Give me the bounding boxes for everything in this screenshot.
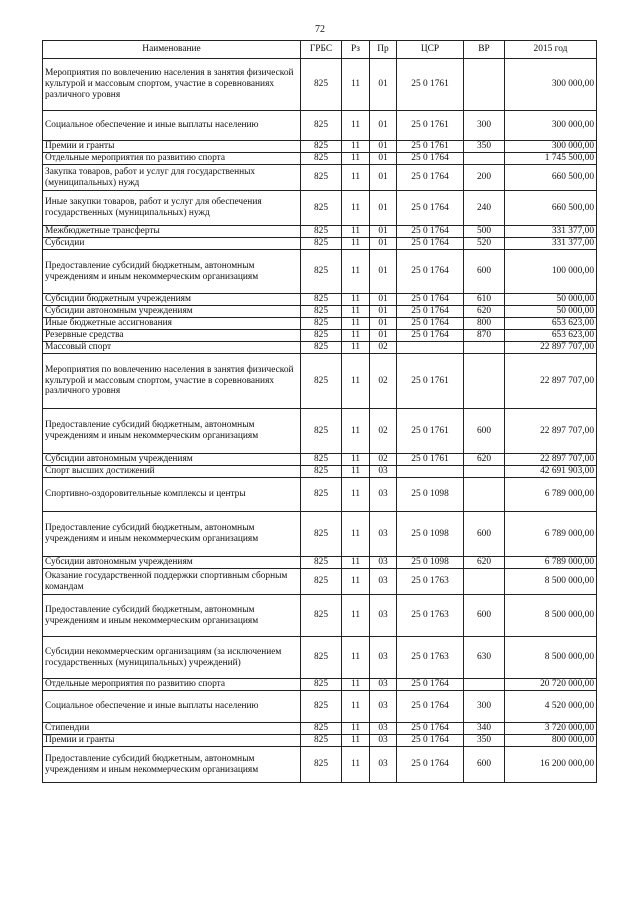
cell-pr: 03	[370, 595, 397, 637]
cell-grbs: 825	[301, 250, 342, 294]
cell-grbs: 825	[301, 569, 342, 595]
cell-rz: 11	[342, 454, 370, 466]
cell-pr: 01	[370, 226, 397, 238]
cell-name: Субсидии автономным учреждениям	[43, 454, 301, 466]
cell-name: Субсидии автономным учреждениям	[43, 557, 301, 569]
table-row	[43, 141, 597, 153]
cell-name: Социальное обеспечение и иные выплаты населению	[43, 111, 301, 141]
header-csr: ЦСР	[397, 41, 464, 59]
cell-pr: 03	[370, 637, 397, 679]
cell-grbs: 825	[301, 226, 342, 238]
cell-name: Субсидии	[43, 238, 301, 250]
cell-rz: 11	[342, 59, 370, 111]
cell-rz: 11	[342, 153, 370, 165]
cell-pr: 03	[370, 679, 397, 691]
cell-amount: 100 000,00	[505, 250, 597, 294]
cell-amount: 16 200 000,00	[505, 747, 597, 783]
cell-amount: 22 897 707,00	[505, 409, 597, 454]
cell-pr: 01	[370, 318, 397, 330]
cell-name: Субсидии автономным учреждениям	[43, 306, 301, 318]
cell-name: Иные закупки товаров, работ и услуг для обеспечения государственных (муниципальных) нужд	[43, 191, 301, 226]
cell-vr: 610	[464, 294, 505, 306]
cell-grbs: 825	[301, 595, 342, 637]
cell-grbs: 825	[301, 191, 342, 226]
cell-vr: 600	[464, 409, 505, 454]
table-row	[43, 238, 597, 250]
cell-grbs: 825	[301, 294, 342, 306]
cell-name: Предоставление субсидий бюджетным, автономным учреждениям и иным некоммерческим организациям	[43, 250, 301, 294]
cell-amount: 6 789 000,00	[505, 557, 597, 569]
table-body	[43, 59, 597, 783]
cell-vr: 350	[464, 735, 505, 747]
cell-vr: 340	[464, 723, 505, 735]
cell-name: Субсидии бюджетным учреждениям	[43, 294, 301, 306]
cell-rz: 11	[342, 409, 370, 454]
cell-rz: 11	[342, 165, 370, 191]
cell-rz: 11	[342, 111, 370, 141]
cell-vr: 870	[464, 330, 505, 342]
cell-grbs: 825	[301, 679, 342, 691]
cell-amount: 800 000,00	[505, 735, 597, 747]
cell-vr	[464, 679, 505, 691]
cell-grbs: 825	[301, 165, 342, 191]
cell-csr: 25 0 1764	[397, 691, 464, 723]
cell-amount: 653 623,00	[505, 318, 597, 330]
cell-csr: 25 0 1764	[397, 318, 464, 330]
cell-name: Межбюджетные трансферты	[43, 226, 301, 238]
cell-rz: 11	[342, 330, 370, 342]
table-row	[43, 569, 597, 595]
cell-csr: 25 0 1761	[397, 59, 464, 111]
cell-amount: 1 745 500,00	[505, 153, 597, 165]
cell-pr: 01	[370, 250, 397, 294]
cell-amount: 660 500,00	[505, 165, 597, 191]
cell-pr: 03	[370, 691, 397, 723]
cell-csr: 25 0 1764	[397, 679, 464, 691]
cell-vr	[464, 478, 505, 512]
cell-vr: 520	[464, 238, 505, 250]
cell-rz: 11	[342, 191, 370, 226]
cell-grbs: 825	[301, 238, 342, 250]
table-row	[43, 306, 597, 318]
cell-csr: 25 0 1764	[397, 153, 464, 165]
cell-grbs: 825	[301, 723, 342, 735]
cell-pr: 03	[370, 512, 397, 557]
table-row	[43, 512, 597, 557]
table-row	[43, 454, 597, 466]
cell-name: Спорт высших достижений	[43, 466, 301, 478]
cell-name: Мероприятия по вовлечению населения в занятия физической культурой и массовым спортом, участие в соревнованиях различного уровня	[43, 59, 301, 111]
cell-vr	[464, 466, 505, 478]
cell-pr: 01	[370, 191, 397, 226]
cell-pr: 01	[370, 141, 397, 153]
cell-rz: 11	[342, 569, 370, 595]
cell-name: Премии и гранты	[43, 141, 301, 153]
cell-grbs: 825	[301, 409, 342, 454]
cell-pr: 02	[370, 342, 397, 354]
cell-grbs: 825	[301, 747, 342, 783]
cell-vr	[464, 59, 505, 111]
header-pr: Пр	[370, 41, 397, 59]
cell-name: Предоставление субсидий бюджетным, автономным учреждениям и иным некоммерческим организациям	[43, 409, 301, 454]
header-vr: ВР	[464, 41, 505, 59]
cell-pr: 02	[370, 454, 397, 466]
table-row	[43, 354, 597, 409]
cell-grbs: 825	[301, 454, 342, 466]
cell-amount: 6 789 000,00	[505, 478, 597, 512]
cell-pr: 01	[370, 294, 397, 306]
cell-vr: 800	[464, 318, 505, 330]
cell-name: Премии и гранты	[43, 735, 301, 747]
cell-csr: 25 0 1764	[397, 226, 464, 238]
cell-name: Субсидии некоммерческим организациям (за исключением государственных (муниципальных) учреждений)	[43, 637, 301, 679]
cell-name: Отдельные мероприятия по развитию спорта	[43, 679, 301, 691]
cell-grbs: 825	[301, 153, 342, 165]
cell-pr: 03	[370, 478, 397, 512]
cell-rz: 11	[342, 595, 370, 637]
cell-grbs: 825	[301, 342, 342, 354]
cell-name: Предоставление субсидий бюджетным, автономным учреждениям и иным некоммерческим организациям	[43, 747, 301, 783]
cell-csr: 25 0 1761	[397, 409, 464, 454]
table-row	[43, 226, 597, 238]
cell-csr: 25 0 1764	[397, 723, 464, 735]
cell-amount: 42 691 903,00	[505, 466, 597, 478]
cell-name: Предоставление субсидий бюджетным, автономным учреждениям и иным некоммерческим организациям	[43, 595, 301, 637]
cell-vr: 240	[464, 191, 505, 226]
table-row	[43, 637, 597, 679]
table-row	[43, 747, 597, 783]
table-row	[43, 330, 597, 342]
cell-vr: 620	[464, 454, 505, 466]
cell-rz: 11	[342, 723, 370, 735]
cell-csr: 25 0 1098	[397, 512, 464, 557]
cell-grbs: 825	[301, 512, 342, 557]
cell-csr: 25 0 1764	[397, 330, 464, 342]
cell-pr: 03	[370, 747, 397, 783]
cell-amount: 660 500,00	[505, 191, 597, 226]
header-name: Наименование	[43, 41, 301, 59]
cell-rz: 11	[342, 306, 370, 318]
cell-rz: 11	[342, 679, 370, 691]
cell-amount: 22 897 707,00	[505, 342, 597, 354]
table-row	[43, 679, 597, 691]
table-row	[43, 478, 597, 512]
cell-vr: 300	[464, 111, 505, 141]
cell-pr: 03	[370, 557, 397, 569]
cell-amount: 8 500 000,00	[505, 569, 597, 595]
cell-amount: 653 623,00	[505, 330, 597, 342]
table-row	[43, 595, 597, 637]
cell-vr	[464, 153, 505, 165]
cell-vr: 620	[464, 557, 505, 569]
cell-rz: 11	[342, 735, 370, 747]
cell-pr: 03	[370, 466, 397, 478]
cell-amount: 331 377,00	[505, 238, 597, 250]
cell-csr: 25 0 1764	[397, 250, 464, 294]
cell-rz: 11	[342, 691, 370, 723]
cell-csr: 25 0 1764	[397, 294, 464, 306]
cell-pr: 01	[370, 306, 397, 318]
cell-vr: 600	[464, 595, 505, 637]
cell-rz: 11	[342, 294, 370, 306]
cell-name: Оказание государственной поддержки спортивным сборным командам	[43, 569, 301, 595]
cell-vr: 600	[464, 250, 505, 294]
cell-name: Резервные средства	[43, 330, 301, 342]
cell-grbs: 825	[301, 306, 342, 318]
cell-amount: 300 000,00	[505, 141, 597, 153]
cell-amount: 3 720 000,00	[505, 723, 597, 735]
cell-csr: 25 0 1763	[397, 637, 464, 679]
cell-rz: 11	[342, 318, 370, 330]
cell-pr: 01	[370, 330, 397, 342]
header-grbs: ГРБС	[301, 41, 342, 59]
table-row	[43, 557, 597, 569]
cell-grbs: 825	[301, 59, 342, 111]
table-header-row	[43, 41, 597, 59]
cell-csr: 25 0 1761	[397, 354, 464, 409]
cell-csr: 25 0 1764	[397, 747, 464, 783]
cell-name: Массовый спорт	[43, 342, 301, 354]
cell-csr: 25 0 1763	[397, 595, 464, 637]
cell-csr: 25 0 1764	[397, 165, 464, 191]
table-row	[43, 409, 597, 454]
cell-name: Социальное обеспечение и иные выплаты населению	[43, 691, 301, 723]
cell-vr: 620	[464, 306, 505, 318]
cell-amount: 8 500 000,00	[505, 637, 597, 679]
cell-name: Отдельные мероприятия по развитию спорта	[43, 153, 301, 165]
table-row	[43, 191, 597, 226]
cell-grbs: 825	[301, 141, 342, 153]
table-row	[43, 153, 597, 165]
cell-grbs: 825	[301, 111, 342, 141]
cell-csr: 25 0 1764	[397, 238, 464, 250]
cell-amount: 22 897 707,00	[505, 454, 597, 466]
cell-rz: 11	[342, 238, 370, 250]
cell-csr: 25 0 1098	[397, 557, 464, 569]
cell-pr: 03	[370, 735, 397, 747]
cell-rz: 11	[342, 250, 370, 294]
cell-name: Иные бюджетные ассигнования	[43, 318, 301, 330]
cell-grbs: 825	[301, 330, 342, 342]
cell-csr	[397, 342, 464, 354]
cell-amount: 20 720 000,00	[505, 679, 597, 691]
table-row	[43, 735, 597, 747]
cell-name: Закупка товаров, работ и услуг для государственных (муниципальных) нужд	[43, 165, 301, 191]
cell-name: Стипендии	[43, 723, 301, 735]
cell-grbs: 825	[301, 478, 342, 512]
cell-rz: 11	[342, 141, 370, 153]
cell-vr: 630	[464, 637, 505, 679]
cell-amount: 4 520 000,00	[505, 691, 597, 723]
cell-amount: 50 000,00	[505, 294, 597, 306]
cell-rz: 11	[342, 512, 370, 557]
cell-amount: 6 789 000,00	[505, 512, 597, 557]
cell-grbs: 825	[301, 466, 342, 478]
cell-csr	[397, 466, 464, 478]
table-row	[43, 294, 597, 306]
cell-vr: 600	[464, 512, 505, 557]
cell-csr: 25 0 1764	[397, 735, 464, 747]
cell-grbs: 825	[301, 691, 342, 723]
cell-rz: 11	[342, 226, 370, 238]
cell-pr: 01	[370, 165, 397, 191]
cell-vr	[464, 354, 505, 409]
cell-grbs: 825	[301, 735, 342, 747]
cell-pr: 01	[370, 111, 397, 141]
cell-vr	[464, 569, 505, 595]
cell-pr: 01	[370, 238, 397, 250]
cell-rz: 11	[342, 637, 370, 679]
cell-csr: 25 0 1761	[397, 454, 464, 466]
cell-rz: 11	[342, 557, 370, 569]
cell-pr: 02	[370, 354, 397, 409]
cell-amount: 331 377,00	[505, 226, 597, 238]
cell-vr: 500	[464, 226, 505, 238]
cell-vr: 200	[464, 165, 505, 191]
cell-grbs: 825	[301, 557, 342, 569]
cell-vr: 350	[464, 141, 505, 153]
cell-name: Мероприятия по вовлечению населения в занятия физической культурой и массовым спортом, участие в соревнованиях различного уровня	[43, 354, 301, 409]
cell-vr: 300	[464, 691, 505, 723]
cell-amount: 300 000,00	[505, 59, 597, 111]
cell-amount: 50 000,00	[505, 306, 597, 318]
cell-csr: 25 0 1761	[397, 111, 464, 141]
cell-rz: 11	[342, 747, 370, 783]
cell-pr: 01	[370, 59, 397, 111]
cell-vr: 600	[464, 747, 505, 783]
cell-csr: 25 0 1764	[397, 191, 464, 226]
table-row	[43, 723, 597, 735]
cell-rz: 11	[342, 466, 370, 478]
table-row	[43, 111, 597, 141]
cell-amount: 300 000,00	[505, 111, 597, 141]
cell-grbs: 825	[301, 354, 342, 409]
table-row	[43, 250, 597, 294]
cell-csr: 25 0 1098	[397, 478, 464, 512]
table-row	[43, 318, 597, 330]
cell-grbs: 825	[301, 318, 342, 330]
cell-csr: 25 0 1761	[397, 141, 464, 153]
cell-pr: 01	[370, 153, 397, 165]
budget-table	[42, 40, 597, 783]
cell-rz: 11	[342, 354, 370, 409]
header-amount: 2015 год	[505, 41, 597, 59]
table-row	[43, 691, 597, 723]
cell-vr	[464, 342, 505, 354]
cell-pr: 03	[370, 569, 397, 595]
cell-rz: 11	[342, 478, 370, 512]
cell-pr: 03	[370, 723, 397, 735]
header-rz: Рз	[342, 41, 370, 59]
table-row	[43, 165, 597, 191]
cell-csr: 25 0 1763	[397, 569, 464, 595]
cell-name: Спортивно-оздоровительные комплексы и центры	[43, 478, 301, 512]
cell-name: Предоставление субсидий бюджетным, автономным учреждениям и иным некоммерческим организациям	[43, 512, 301, 557]
page-number: 72	[315, 24, 325, 35]
table-row	[43, 466, 597, 478]
cell-amount: 8 500 000,00	[505, 595, 597, 637]
cell-amount: 22 897 707,00	[505, 354, 597, 409]
cell-rz: 11	[342, 342, 370, 354]
table-row	[43, 59, 597, 111]
cell-csr: 25 0 1764	[397, 306, 464, 318]
table-row	[43, 342, 597, 354]
cell-grbs: 825	[301, 637, 342, 679]
cell-pr: 02	[370, 409, 397, 454]
